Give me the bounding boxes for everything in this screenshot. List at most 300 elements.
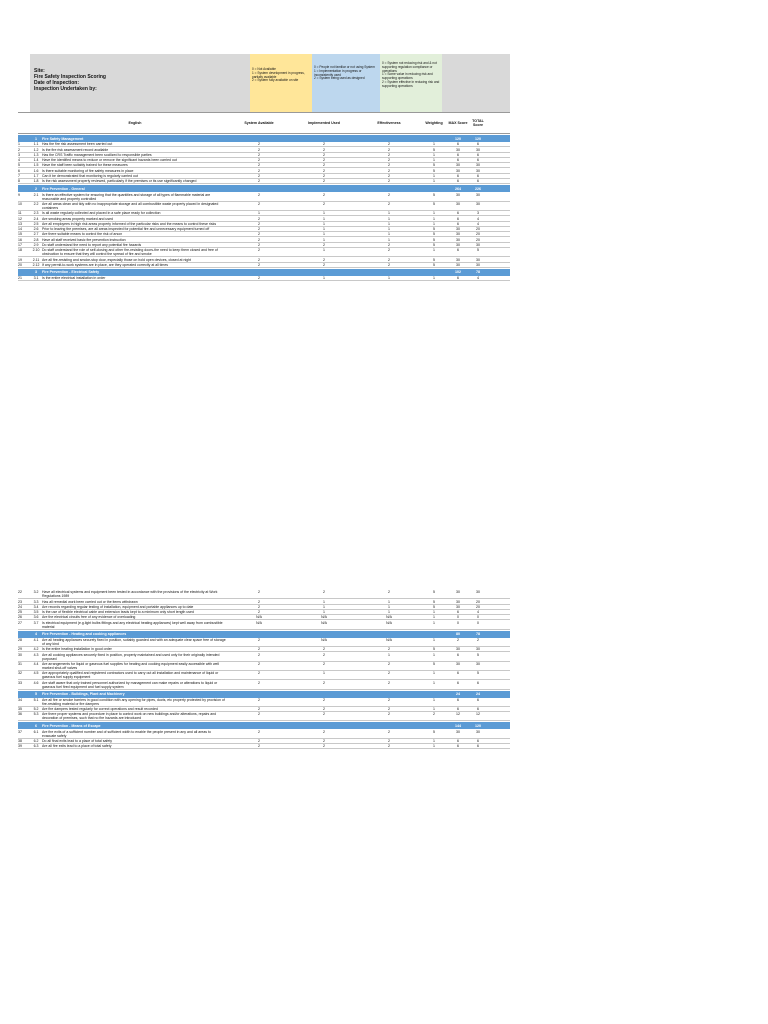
col-implemented: Implemented Used	[308, 121, 340, 125]
section-max-score: 144	[455, 723, 461, 728]
question-text: Has the CRS Traffic management been socilized to responsible parties	[42, 152, 152, 157]
effectiveness-score: 2	[388, 201, 390, 206]
table-row	[18, 276, 510, 281]
effectiveness-score: 1	[388, 276, 390, 281]
total-score: 30	[476, 192, 480, 197]
weighting-value: 1	[433, 179, 435, 184]
implemented-score: N/A	[321, 615, 327, 620]
total-score: 30	[476, 163, 480, 168]
table-row	[18, 671, 510, 680]
available-score: 2	[258, 680, 260, 685]
available-score: 2	[258, 221, 260, 226]
effectiveness-score: 2	[388, 142, 390, 147]
row-number: 39	[18, 744, 22, 749]
question-text: Is all waste regularly collected and placed in a safe place ready for collection	[42, 211, 161, 216]
implemented-score: 2	[323, 262, 325, 267]
available-score: 2	[258, 638, 260, 643]
header-blank	[442, 54, 510, 112]
max-score: 6	[457, 276, 459, 281]
available-score: 2	[258, 697, 260, 702]
max-score: 30	[456, 262, 460, 267]
section-header-row	[18, 185, 510, 192]
inspection-date-label: Date of Inspection:	[34, 80, 80, 86]
section-header-row	[18, 722, 510, 729]
section-max-score: 120	[455, 136, 461, 141]
total-score: 20	[476, 604, 480, 609]
weighting-value: 5	[433, 661, 435, 666]
col-weighting: Weighting	[425, 121, 443, 125]
question-text: Have the identified means to reduce or remove the significant hazards been carried out	[42, 158, 177, 163]
row-number: 38	[18, 739, 22, 744]
question-text: Is the risk assessment properly reviewed, particularly if the premises or its use significantly changed	[42, 179, 197, 184]
question-id: 4.6	[33, 680, 39, 685]
max-score: 30	[456, 227, 460, 232]
question-text: Have the staff been suitably trained for these measures	[42, 163, 128, 168]
max-score: 6	[457, 216, 459, 221]
total-score: 30	[476, 661, 480, 666]
question-id: 1.8	[33, 179, 39, 184]
weighting-value: 1	[433, 158, 435, 163]
effectiveness-score: 1	[388, 652, 390, 657]
total-score: 5	[477, 652, 479, 657]
row-number: 22	[18, 590, 22, 595]
effectiveness-score: 2	[388, 262, 390, 267]
section-total-score: 24	[476, 692, 480, 697]
effectiveness-score: 2	[388, 243, 390, 248]
table-body-page-2	[18, 590, 510, 749]
question-id: 2.1	[33, 192, 39, 197]
row-number: 31	[18, 661, 22, 666]
question-text: Are smoking areas property marked and used	[42, 216, 114, 221]
available-score: 2	[258, 647, 260, 652]
effectiveness-score: 2	[388, 179, 390, 184]
implemented-score: 1	[323, 227, 325, 232]
weighting-value: 5	[433, 243, 435, 248]
implemented-score: 2	[323, 707, 325, 712]
max-score: 30	[456, 232, 460, 237]
total-score: 30	[476, 168, 480, 173]
total-score: 4	[477, 276, 479, 281]
total-score: 30	[476, 257, 480, 262]
row-number: 21	[18, 276, 22, 281]
col-english: English	[128, 121, 142, 125]
available-score: 2	[258, 652, 260, 657]
implemented-score: 1	[323, 221, 325, 226]
implemented-score: 1	[323, 216, 325, 221]
effectiveness-score: 1	[388, 232, 390, 237]
question-id: 1.6	[33, 168, 39, 173]
total-score: 6	[477, 152, 479, 157]
question-text: Is there suitable monitoring of fire safety measures in place	[42, 168, 134, 173]
question-id: 6.2	[33, 739, 39, 744]
available-score: 2	[258, 744, 260, 749]
weighting-value: 5	[433, 237, 435, 242]
implemented-score: 1	[323, 671, 325, 676]
weighting-value: 1	[433, 211, 435, 216]
question-text: Are appropriately qualified and registered contractors used to carry out all installation and maintenance of liquid or gaseous fuel supply equipment	[42, 671, 219, 680]
section-total-score: 78	[476, 632, 480, 637]
section-number: 5	[35, 692, 37, 697]
implemented-score: N/A	[321, 620, 327, 625]
question-text: Are all employees in high risk areas property informed of the particular risks and the means to control these risks	[42, 221, 217, 226]
available-score: N/A	[256, 620, 262, 625]
effectiveness-score: 2	[388, 697, 390, 702]
row-number: 36	[18, 712, 22, 717]
question-text: Do staff understand the role of self-closing and other fire-resisting doors-the need to keep them closed and free of obstruction to ensure that they will control the spread of fire and smoke	[42, 248, 218, 257]
implemented-score: 2	[323, 647, 325, 652]
total-score: 30	[476, 201, 480, 206]
question-id: 2.12	[32, 262, 40, 267]
implemented-score: 2	[323, 744, 325, 749]
row-number: 4	[18, 158, 20, 163]
question-id: 2.5	[33, 221, 39, 226]
total-score: 4	[477, 221, 479, 226]
table-row	[18, 652, 510, 661]
question-text: Are all cooking appliances securely fixed in position, property maintained and used only for their originally intended purposed	[42, 652, 220, 661]
weighting-value: 5	[433, 227, 435, 232]
implemented-score: 2	[323, 179, 325, 184]
question-id: 5.2	[33, 707, 39, 712]
total-score: 20	[476, 237, 480, 242]
question-text: Have all electrical systems and equipment been tested in accordance with the provisions of the electricity at Work Regulations 1989	[42, 590, 218, 599]
inspection-sheet-page-1	[18, 54, 510, 281]
question-text: Do all final exits lead to a place of total safety	[42, 739, 113, 744]
question-text: Are all heating appliances securely fixed in position, suitably guarded and with an adequate clear space free of storage of any kind	[42, 638, 226, 647]
effectiveness-score: 2	[388, 729, 390, 734]
question-text: If any permit-to-work systems are in place, are they operated correctly at all times	[42, 262, 169, 267]
row-number: 26	[18, 615, 22, 620]
total-score: 6	[477, 158, 479, 163]
row-number: 3	[18, 152, 20, 157]
total-score: 20	[476, 599, 480, 604]
max-score: 30	[456, 243, 460, 248]
effectiveness-score: 2	[388, 744, 390, 749]
question-text: Are all fire-resisting and smoke-stop door, especially those on hold open devices, closed at night	[42, 257, 192, 262]
question-id: 1.1	[33, 142, 39, 147]
section-title: Fire Safety Management	[42, 136, 84, 141]
max-score: 30	[456, 257, 460, 262]
row-number: 7	[18, 174, 20, 179]
max-score: 30	[456, 647, 460, 652]
available-score: 2	[258, 201, 260, 206]
question-text: Is the fire risk assessment record available	[42, 147, 109, 152]
implemented-score: 2	[323, 152, 325, 157]
question-text: Is electrical equipment (e.g.light bulbs fittings and any electrical heating appliances) kept well away from combustible material	[42, 620, 223, 629]
weighting-value: 1	[433, 680, 435, 685]
weighting-value: 5	[433, 232, 435, 237]
weighting-value: 1	[433, 638, 435, 643]
row-number: 11	[18, 211, 22, 216]
max-score: 30	[456, 147, 460, 152]
row-number: 33	[18, 680, 22, 685]
implemented-score: 2	[323, 257, 325, 262]
implemented-score: 2	[323, 697, 325, 702]
section-total-score: 120	[475, 723, 481, 728]
question-id: 2.4	[33, 216, 39, 221]
table-row	[18, 680, 510, 689]
row-number: 24	[18, 604, 22, 609]
question-id: 4.2	[33, 647, 39, 652]
weighting-value: 5	[433, 590, 435, 595]
available-score: 2	[258, 712, 260, 717]
effectiveness-score: 2	[388, 248, 390, 253]
effectiveness-score: 2	[388, 680, 390, 685]
section-total-score: 78	[476, 270, 480, 275]
weighting-value: 1	[433, 739, 435, 744]
weighting-value: 5	[433, 257, 435, 262]
row-number: 9	[18, 192, 20, 197]
max-score: 6	[457, 179, 459, 184]
question-id: 3.2	[33, 590, 39, 595]
col-total: TOTAL Score	[472, 119, 484, 127]
implemented-score: 2	[323, 174, 325, 179]
effectiveness-score: 1	[388, 237, 390, 242]
available-score: 2	[258, 257, 260, 262]
effectiveness-score: 1	[388, 604, 390, 609]
table-row	[18, 729, 510, 738]
weighting-value: 5	[433, 201, 435, 206]
effectiveness-score: 2	[388, 174, 390, 179]
implemented-score: 2	[323, 712, 325, 717]
effectiveness-score: 1	[388, 599, 390, 604]
effectiveness-score: 2	[388, 590, 390, 595]
row-number: 28	[18, 638, 22, 643]
available-score: 2	[258, 179, 260, 184]
question-id: 1.3	[33, 152, 39, 157]
question-id: 2.6	[33, 227, 39, 232]
section-title: Fire Prevention - Means of Escape	[42, 723, 101, 728]
max-score: 6	[457, 680, 459, 685]
effectiveness-score: 2	[388, 152, 390, 157]
total-score: 30	[476, 647, 480, 652]
question-id: 4.1	[33, 638, 39, 643]
section-header-row	[18, 631, 510, 638]
implemented-score: 1	[323, 232, 325, 237]
weighting-value: 5	[433, 729, 435, 734]
row-number: 29	[18, 647, 22, 652]
total-score: 4	[477, 216, 479, 221]
max-score: 6	[457, 152, 459, 157]
implemented-score: 2	[323, 652, 325, 657]
row-number: 10	[18, 201, 22, 206]
effectiveness-score: 2	[388, 158, 390, 163]
row-number: 30	[18, 652, 22, 657]
weighting-value: 5	[433, 604, 435, 609]
available-score: 2	[258, 262, 260, 267]
effectiveness-score: 2	[388, 739, 390, 744]
row-number: 12	[18, 216, 22, 221]
implemented-score: 2	[323, 168, 325, 173]
total-score: 6	[477, 697, 479, 702]
available-score: 2	[258, 729, 260, 734]
question-text: Has the fire risk assessment been carried out	[42, 142, 113, 147]
effectiveness-score: N/A	[386, 620, 392, 625]
section-max-score: 24	[456, 692, 460, 697]
section-header-row	[18, 135, 510, 142]
weighting-value: 1	[433, 610, 435, 615]
total-score: 0	[477, 615, 479, 620]
weighting-value: 2	[433, 712, 435, 717]
table-body-page-1	[18, 135, 510, 281]
total-score: 6	[477, 179, 479, 184]
weighting-value: 5	[433, 163, 435, 168]
max-score: 6	[457, 697, 459, 702]
max-score: 30	[456, 168, 460, 173]
effectiveness-score: 2	[388, 163, 390, 168]
table-row	[18, 248, 510, 257]
total-score: 4	[477, 610, 479, 615]
row-number: 23	[18, 599, 22, 604]
weighting-value: 5	[433, 262, 435, 267]
max-score: 2	[457, 638, 459, 643]
available-score: 2	[258, 152, 260, 157]
section-header-row	[18, 269, 510, 276]
row-number: 19	[18, 257, 22, 262]
effectiveness-score: 2	[388, 707, 390, 712]
total-score: 6	[477, 174, 479, 179]
question-text: Are staff aware that only trained personnel authorized by management can make repairs or alterations to liquid or gaseous fuel fired equipment and fuel supply system	[42, 680, 218, 689]
available-score: 2	[258, 276, 260, 281]
implemented-score: 2	[323, 192, 325, 197]
weighting-value: 1	[433, 620, 435, 625]
available-score: 2	[258, 192, 260, 197]
row-number: 18	[18, 248, 22, 253]
question-id: 4.3	[33, 652, 39, 657]
effectiveness-score: 1	[388, 221, 390, 226]
effectiveness-score: 1	[388, 610, 390, 615]
question-text: Are fire exits of a sufficient number and of sufficient width to enable the people present in any and all areas to evacuate safely	[42, 729, 211, 738]
table-row	[18, 638, 510, 647]
max-score: 6	[457, 671, 459, 676]
available-score: 2	[258, 739, 260, 744]
total-score: 30	[476, 262, 480, 267]
section-max-score: 80	[456, 632, 460, 637]
max-score: 0	[457, 620, 459, 625]
weighting-value: 1	[433, 152, 435, 157]
total-score: 5	[477, 671, 479, 676]
question-text: Can it be demonstrated that monitoring is regularly carried out	[42, 174, 138, 179]
table-row	[18, 263, 510, 268]
question-text: Are fire dampers tested regularly for correct operations and result recorded	[42, 707, 158, 712]
available-score: 2	[258, 163, 260, 168]
effectiveness-score: N/A	[386, 615, 392, 620]
available-score: 2	[258, 707, 260, 712]
implemented-score: 1	[323, 237, 325, 242]
question-text: Prior to leaving the premises, are all areas inspected for potential fire and unnecessary equipment turned off	[42, 227, 210, 232]
implemented-score: 1	[323, 276, 325, 281]
inspector-label: Inspection Undertaken by:	[34, 86, 97, 92]
implemented-score: 1	[323, 248, 325, 253]
row-number: 35	[18, 707, 22, 712]
implemented-score: 2	[323, 661, 325, 666]
weighting-value: 5	[433, 147, 435, 152]
question-id: 2.7	[33, 232, 39, 237]
available-score: 2	[258, 227, 260, 232]
question-id: 3.7	[33, 620, 39, 625]
key-effectiveness: 0 = System not reducing risk and & not supporting regulation compliance or operations 1 = Some value in reducing risk and supporting operations 2 = System effective in reducing risk and supporting operations	[380, 54, 442, 112]
available-score: N/A	[256, 615, 262, 620]
row-number: 6	[18, 168, 20, 173]
section-title: Fire Prevention - General	[42, 186, 85, 191]
question-id: 3.5	[33, 610, 39, 615]
question-id: 6.3	[33, 744, 39, 749]
question-id: 1.4	[33, 158, 39, 163]
row-number: 32	[18, 671, 22, 676]
question-text: Are there proper systems and procedure in place to control work on new buildings and/or alterations, repairs and decoration of premises, such that no fire hazards are introduced	[42, 712, 217, 721]
section-max-score: 264	[455, 186, 461, 191]
section-title: Fire Prevention - Heating and cooking appliances	[42, 632, 127, 637]
max-score: 30	[456, 201, 460, 206]
weighting-value: 1	[433, 744, 435, 749]
total-score: 30	[476, 147, 480, 152]
available-score: 2	[258, 610, 260, 615]
implemented-score: 2	[323, 147, 325, 152]
section-number: 6	[35, 723, 37, 728]
question-text: Are the electrical circuits free of any evidence of overloading	[42, 615, 136, 620]
question-id: 4.5	[33, 671, 39, 676]
weighting-value: 1	[433, 221, 435, 226]
available-score: 1	[258, 211, 260, 216]
effectiveness-score: 2	[388, 168, 390, 173]
section-number: 2	[35, 186, 37, 191]
available-score: 2	[258, 599, 260, 604]
question-id: 1.5	[33, 163, 39, 168]
total-score: 0	[477, 620, 479, 625]
implemented-score: 1	[323, 604, 325, 609]
table-row	[18, 744, 510, 749]
max-score: 6	[457, 610, 459, 615]
implemented-score: 2	[323, 201, 325, 206]
weighting-value: 5	[433, 599, 435, 604]
question-id: 3.6	[33, 615, 39, 620]
question-id: 3.4	[33, 604, 39, 609]
available-score: 2	[258, 174, 260, 179]
weighting-value: 5	[433, 647, 435, 652]
table-row	[18, 662, 510, 671]
effectiveness-score: N/A	[386, 638, 392, 643]
effectiveness-score: 2	[388, 147, 390, 152]
question-id: 5.1	[33, 697, 39, 702]
question-id: 2.3	[33, 211, 39, 216]
effectiveness-score: 2	[388, 257, 390, 262]
row-number: 1	[18, 142, 20, 147]
implemented-score: 2	[323, 158, 325, 163]
question-id: 6.1	[33, 729, 39, 734]
section-max-score: 102	[455, 270, 461, 275]
available-score: 2	[258, 168, 260, 173]
max-score: 12	[456, 712, 460, 717]
weighting-value: 1	[433, 142, 435, 147]
total-score: 3	[477, 211, 479, 216]
max-score: 6	[457, 174, 459, 179]
available-score: 2	[258, 147, 260, 152]
row-number: 16	[18, 237, 22, 242]
available-score: 2	[258, 590, 260, 595]
available-score: 2	[258, 671, 260, 676]
sheet-title: Fire Safety Inspection Scoring	[34, 74, 106, 80]
question-text: Are all fire exits lead to a place of total safety	[42, 744, 112, 749]
implemented-score: 2	[323, 739, 325, 744]
available-score: 2	[258, 661, 260, 666]
max-score: 6	[457, 739, 459, 744]
total-score: 20	[476, 227, 480, 232]
question-id: 1.2	[33, 147, 39, 152]
implemented-score: 2	[323, 142, 325, 147]
effectiveness-score: 1	[388, 211, 390, 216]
inspection-sheet-page-2	[18, 590, 510, 749]
question-id: 5.3	[33, 712, 39, 717]
max-score: 30	[456, 729, 460, 734]
